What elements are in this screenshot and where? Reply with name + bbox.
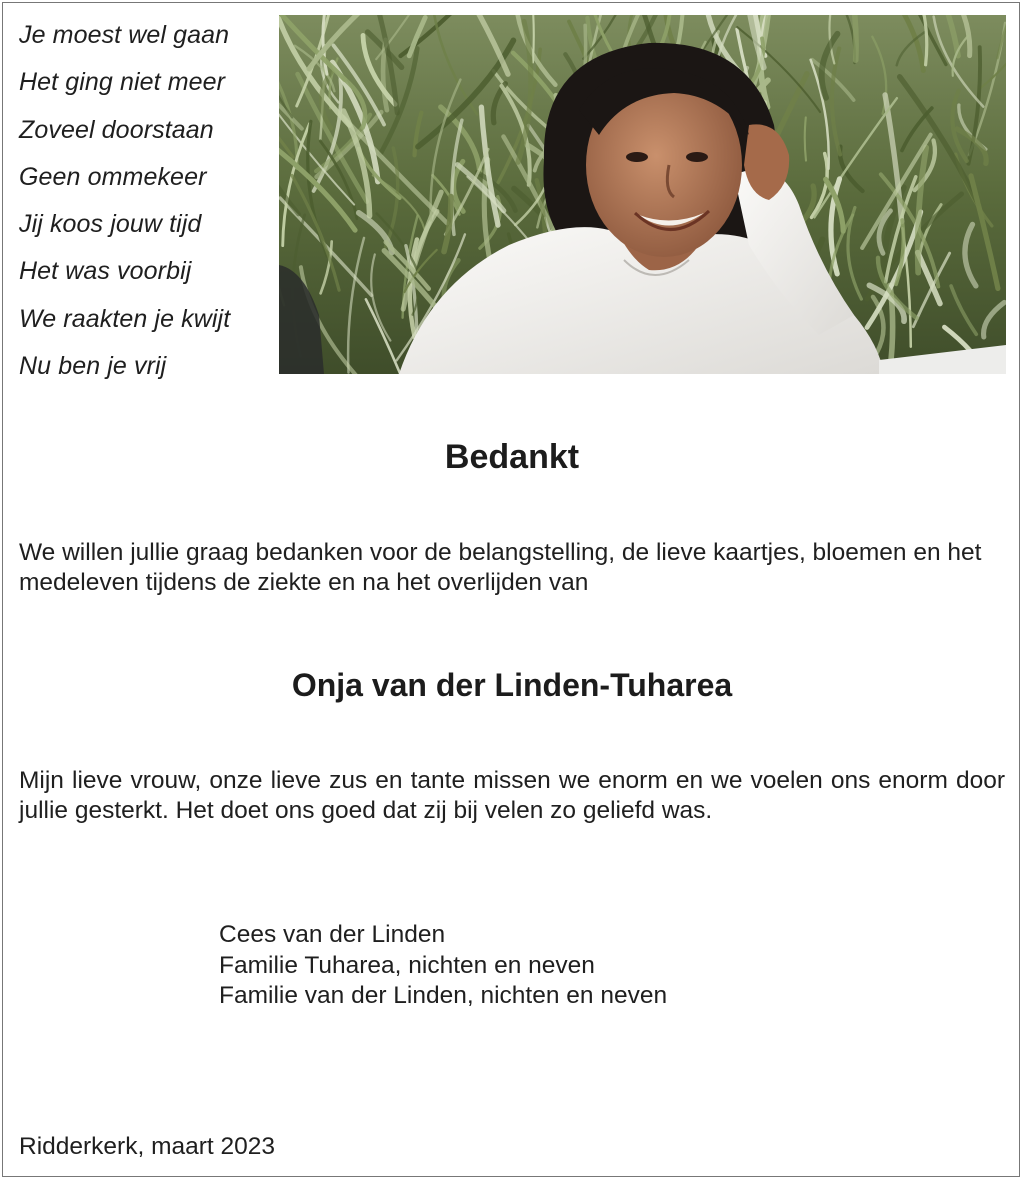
- poem-line: Geen ommekeer: [19, 162, 207, 191]
- place-date: Ridderkerk, maart 2023: [19, 1133, 276, 1160]
- message-paragraph: Mijn lieve vrouw, onze lieve zus en tante missen we enorm en we voelen ons enorm door jullie gesterkt. Het doet ons goed dat zij bij velen zo geliefd was.: [19, 767, 1005, 824]
- poem-line: Je moest wel gaan: [19, 21, 230, 49]
- deceased-name: Onja van der Linden-Tuharea: [291, 667, 733, 703]
- intro-paragraph: We willen jullie graag bedanken voor de belangstelling, de lieve kaartjes, bloemen en het medeleven tijdens de ziekte en na het overlijden van: [19, 539, 982, 596]
- portrait-photo: [279, 15, 1006, 374]
- poem: [19, 12, 269, 390]
- thank-you-heading: Bedankt: [444, 438, 580, 476]
- poem-line: Het was voorbij: [19, 257, 192, 286]
- signatory: Familie van der Linden, nichten en neven: [219, 982, 668, 1009]
- poem-line: Het ging niet meer: [19, 68, 226, 97]
- poem-line: Jij koos jouw tijd: [19, 210, 202, 239]
- poem-line: Zoveel doorstaan: [19, 115, 214, 144]
- signatory: Cees van der Linden: [219, 921, 446, 948]
- signatory: Familie Tuharea, nichten en neven: [219, 951, 595, 979]
- poem-line: We raakten je kwijt: [19, 304, 231, 333]
- portrait-illustration: [279, 15, 1006, 374]
- signatories: [219, 920, 667, 1012]
- poem-line: Nu ben je vrij: [19, 352, 167, 381]
